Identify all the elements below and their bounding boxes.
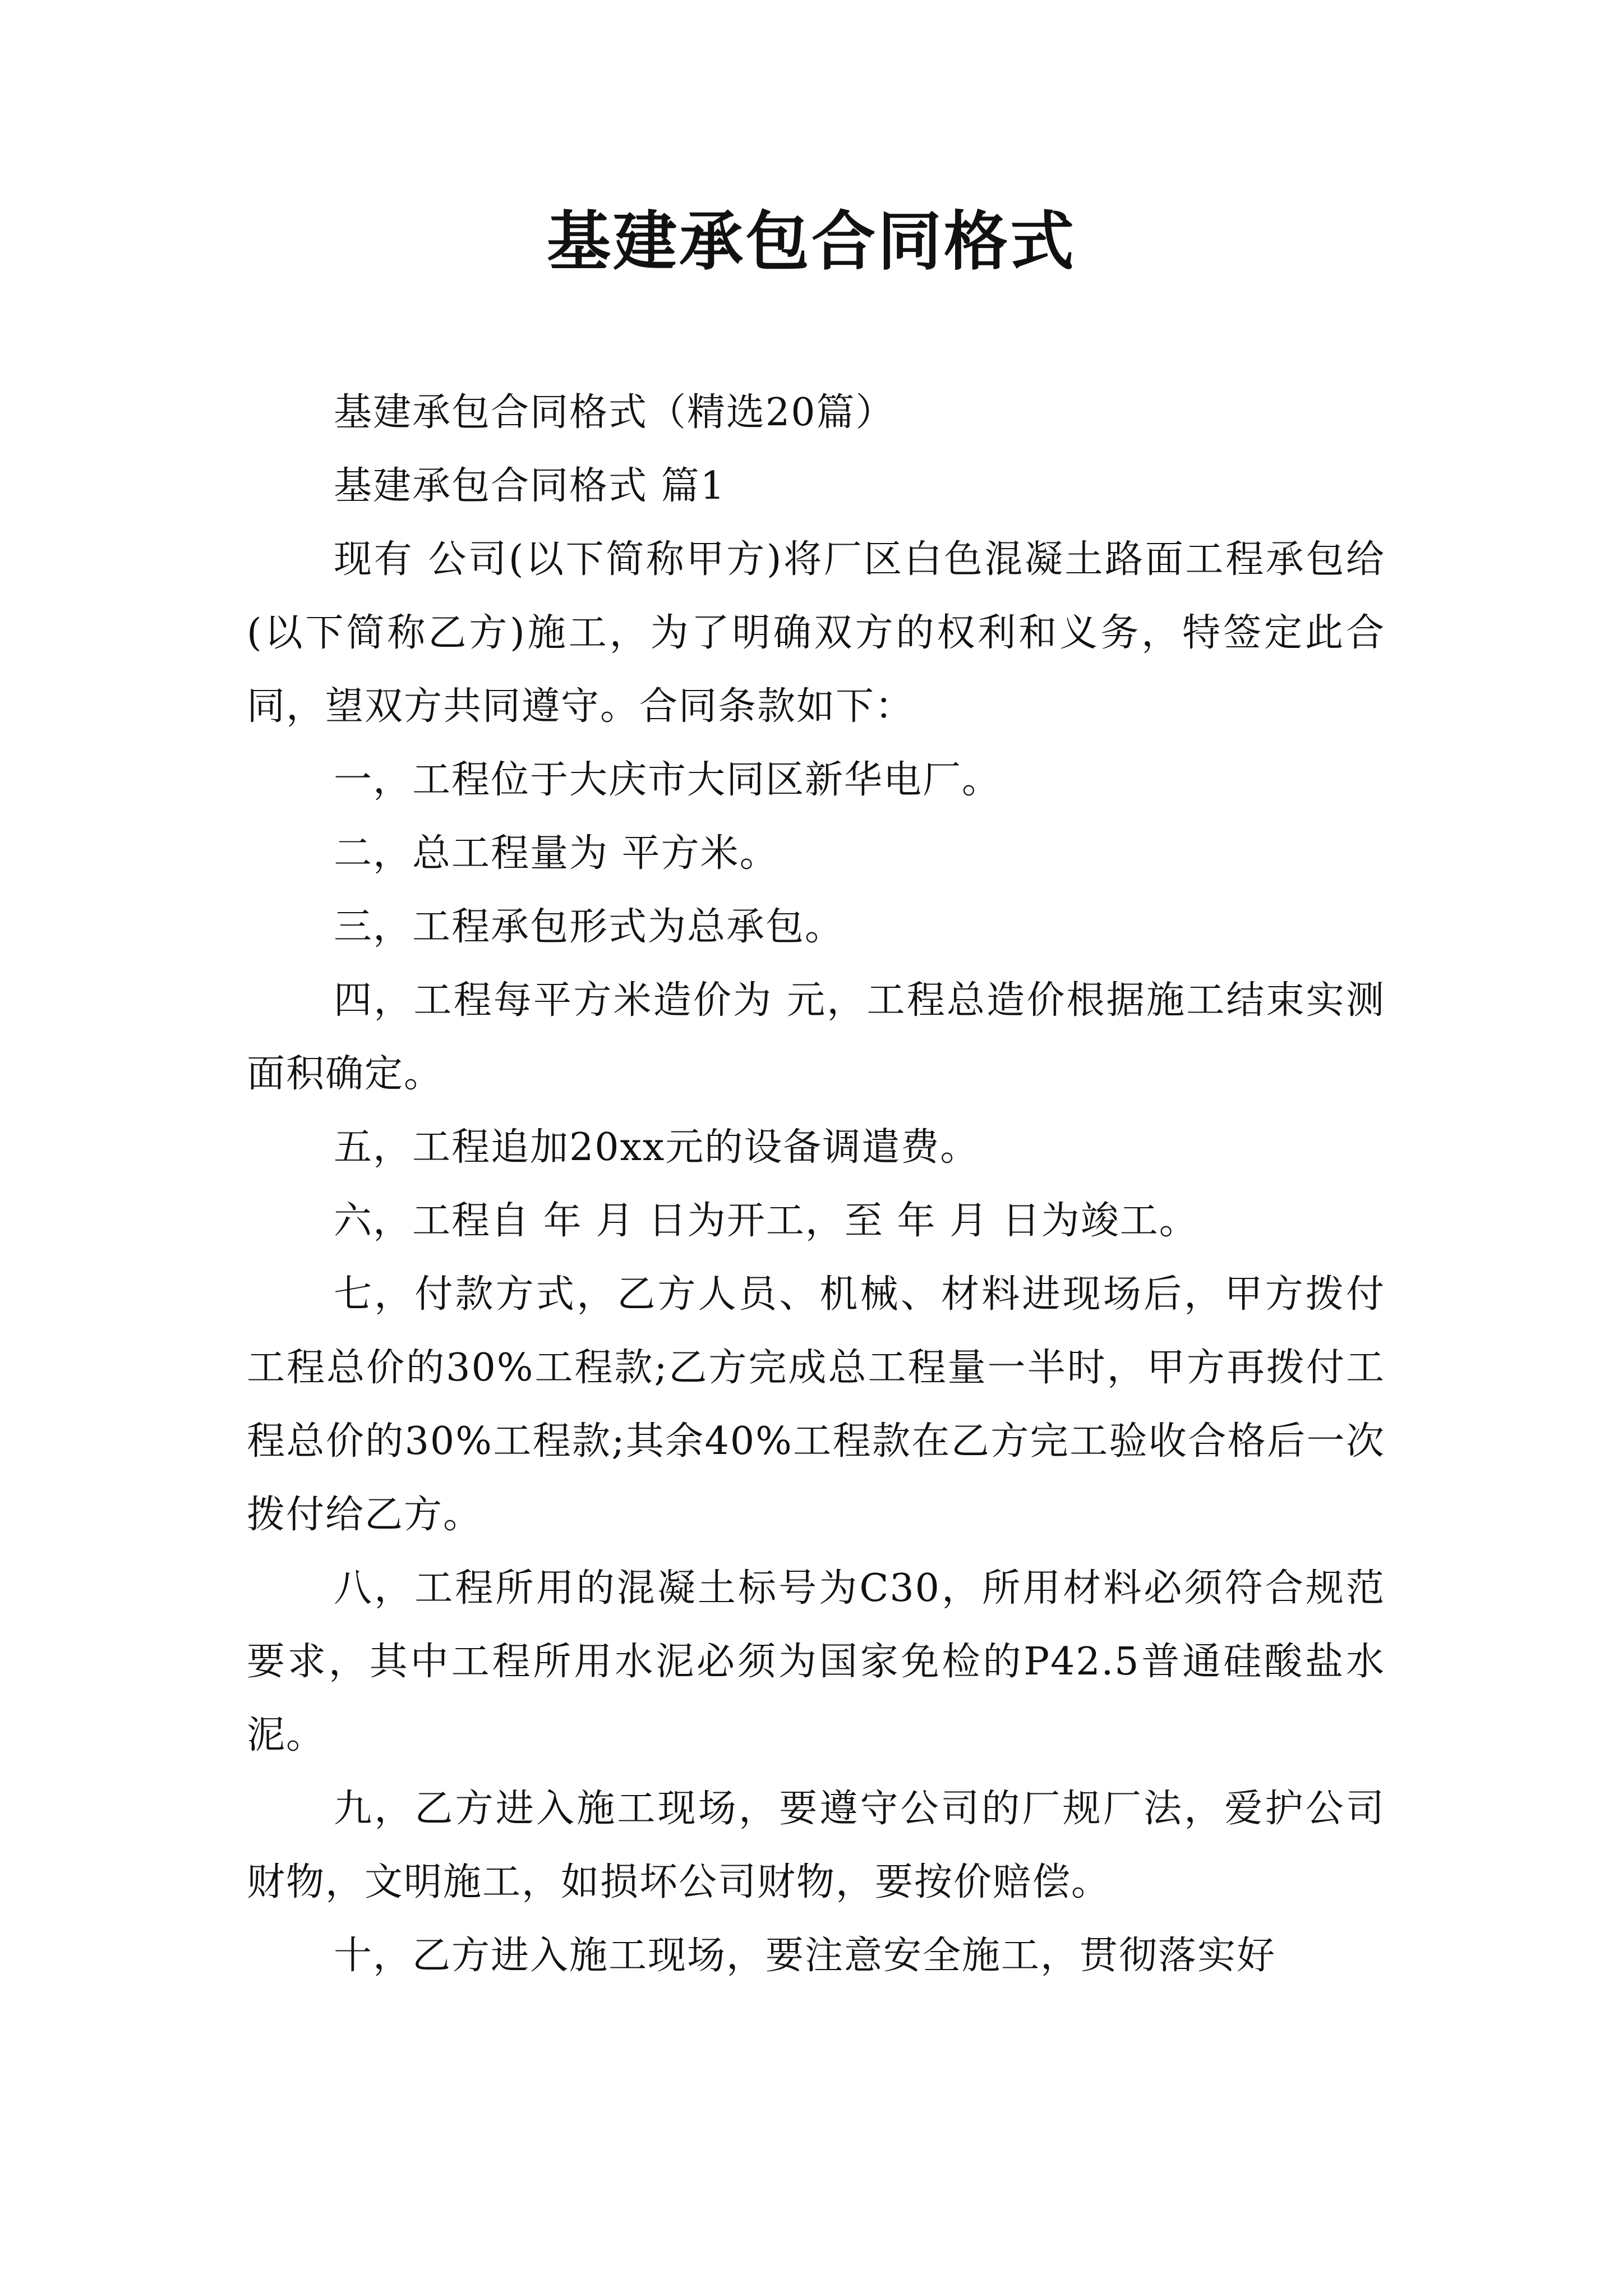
- paragraph-clause-1: 一，工程位于大庆市大同区新华电厂。: [334, 758, 1002, 802]
- document-title: 基建承包合同格式: [546, 204, 1076, 279]
- paragraph-clause-2: 二，总工程量为 平方米。: [334, 831, 779, 876]
- paragraph-clause-5: 五，工程追加20xx元的设备调遣费。: [334, 1125, 980, 1170]
- paragraph-clause-8: 八，工程所用的混凝土标号为C30，所用材料必须符合规范要求，其中工程所用水泥必须为国家免检的P42.5普通硅酸盐水泥。: [247, 1566, 1385, 1757]
- paragraph-clause-4: 四，工程每平方米造价为 元，工程总造价根据施工结束实测面积确定。: [247, 978, 1385, 1096]
- paragraph-clause-6: 六，工程自 年 月 日为开工，至 年 月 日为竣工。: [334, 1199, 1198, 1243]
- paragraph-subtitle: 基建承包合同格式（精选20篇）: [334, 390, 895, 435]
- paragraph-section-heading: 基建承包合同格式 篇1: [334, 464, 726, 508]
- paragraph-clause-7: 七，付款方式，乙方人员、机械、材料进现场后，甲方拨付工程总价的30%工程款;乙方完成总工程量一半时，甲方再拨付工程总价的30%工程款;其余40%工程款在乙方完工验收合格后一次拨付给乙方。: [247, 1272, 1385, 1537]
- document-body: [247, 376, 1385, 1993]
- paragraph-clause-9: 九，乙方进入施工现场，要遵守公司的厂规厂法，爱护公司财物，文明施工，如损坏公司财物，要按价赔偿。: [247, 1787, 1385, 1904]
- paragraph-intro: 现有 公司(以下简称甲方)将厂区白色混凝土路面工程承包给 (以下简称乙方)施工，为了明确双方的权利和义务，特签定此合同，望双方共同遵守。合同条款如下：: [247, 537, 1385, 729]
- paragraph-clause-10: 十，乙方进入施工现场，要注意安全施工，贯彻落实好: [334, 1934, 1276, 1978]
- paragraph-clause-3: 三，工程承包形式为总承包。: [334, 905, 845, 949]
